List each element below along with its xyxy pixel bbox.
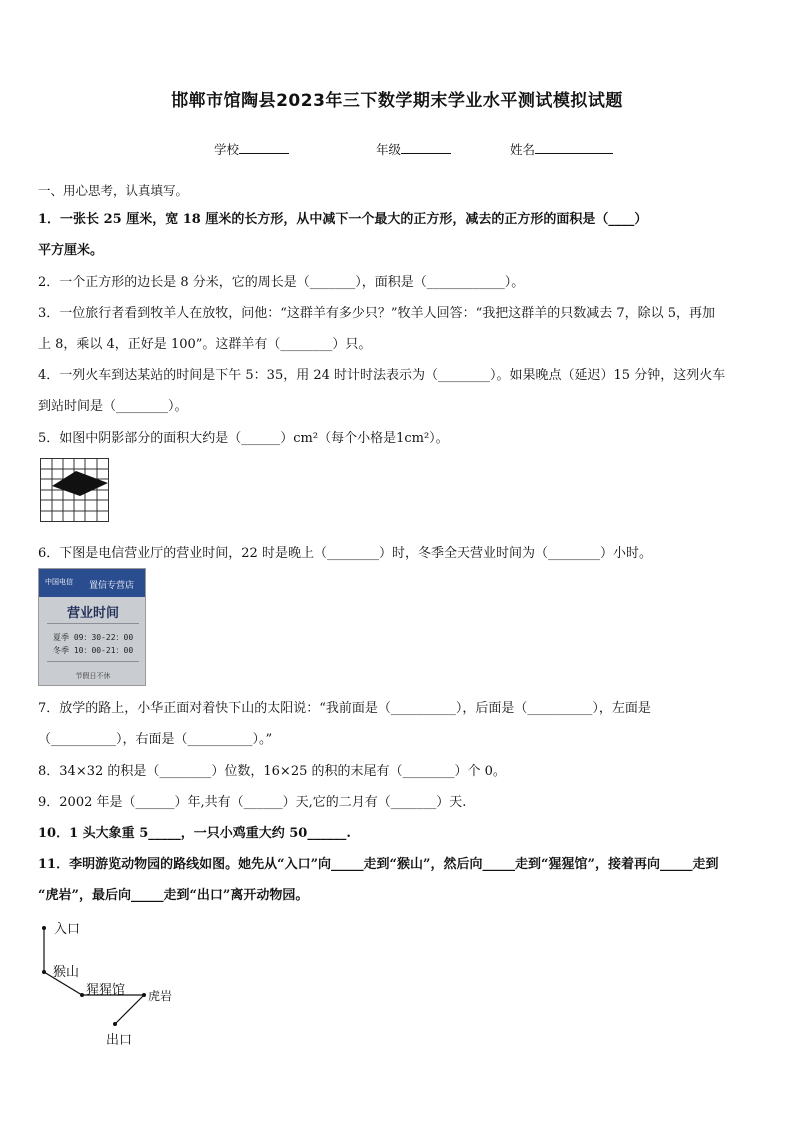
question-4-line-1: 4．一列火车到达某站的时间是下午 5：35，用 24 时计时法表示为（________）。如果晚点（延迟）15 分钟，这列火车	[38, 368, 726, 383]
sign-heading: 营业时间	[66, 606, 119, 621]
gorilla-point	[80, 993, 84, 997]
question-11-line-1: 11．李明游览动物园的路线如图。她先从“入口”向_____走到“猴山”，然后向_____走到“猩猩馆”，接着再向_____走到	[38, 857, 719, 872]
question-9: 9．2002 年是（______）年,共有（______）天,它的二月有（_______）天.	[38, 795, 467, 810]
monkey-point	[42, 970, 46, 974]
gorilla-label: 猩猩馆	[86, 983, 126, 998]
question-3-line-1: 3．一位旅行者看到牧羊人在放牧，问他：“这群羊有多少只？”牧羊人回答：“我把这群羊的只数减去 7，除以 5，再加	[38, 306, 716, 321]
question-6: 6．下图是电信营业厅的营业时间，22 时是晚上（________）时，冬季全天营业时间为（________）小时。	[38, 546, 652, 561]
tiger-point	[142, 993, 146, 997]
business-hours-sign	[38, 568, 146, 686]
question-4-line-2: 到站时间是（________）。	[38, 399, 188, 414]
grade-field	[376, 140, 451, 158]
exit-label: 出口	[106, 1033, 133, 1048]
question-1-line-2: 平方厘米。	[38, 243, 104, 258]
name-blank[interactable]	[535, 141, 613, 154]
tiger-label: 虎岩	[148, 989, 173, 1003]
summer-hours: 夏季 09：30-22：00	[53, 633, 134, 642]
zoo-route-map	[36, 915, 196, 1050]
store-name: 置信专营店	[89, 581, 135, 591]
sign-divider	[47, 623, 139, 624]
name-field	[510, 140, 613, 158]
holiday-note: 节假日不休	[75, 672, 111, 680]
question-10: 10．1 头大象重 5_____，一只小鸡重大约 50______.	[38, 826, 351, 841]
question-11-line-2: “虎岩”，最后向_____走到“出口”离开动物园。	[38, 888, 309, 903]
entrance-point	[42, 926, 46, 930]
shaded-parallelogram	[52, 471, 108, 496]
school-label: 学校	[214, 142, 240, 157]
question-3-line-2: 上 8，乘以 4，正好是 100”。这群羊有（________）只。	[38, 337, 372, 352]
shaded-grid-figure	[40, 458, 110, 523]
winter-hours: 冬季 10：00-21：00	[53, 646, 134, 655]
telecom-logo: 中国电信	[45, 578, 73, 586]
section-heading: 一、用心思考，认真填写。	[38, 183, 189, 198]
grade-label: 年级	[376, 142, 402, 157]
question-1-line-1: 1．一张长 25 厘米，宽 18 厘米的长方形，从中减下一个最大的正方形，减去的正方形的面积是（____）	[38, 212, 648, 227]
school-field	[214, 140, 289, 158]
page-title: 邯郸市馆陶县2023年三下数学期末学业水平测试模拟试题	[171, 91, 623, 111]
entrance-label: 入口	[54, 922, 81, 937]
sign-divider	[47, 661, 139, 662]
school-blank[interactable]	[239, 141, 289, 154]
question-2: 2．一个正方形的边长是 8 分米，它的周长是（_______），面积是（____________）。	[38, 275, 525, 290]
exit-point	[113, 1022, 117, 1026]
question-8: 8．34×32 的积是（________）位数，16×25 的积的末尾有（________）个 0。	[38, 764, 506, 779]
grade-blank[interactable]	[401, 141, 451, 154]
monkey-label: 猴山	[53, 965, 80, 980]
question-7-line-2: （__________），右面是（__________）。”	[38, 732, 273, 747]
question-7-line-1: 7．放学的路上，小华正面对着快下山的太阳说：“我前面是（__________），后面是（__________），左面是	[38, 701, 651, 716]
name-label: 姓名	[510, 142, 536, 157]
question-5: 5．如图中阴影部分的面积大约是（______）cm²（每个小格是1cm²）。	[38, 431, 449, 446]
